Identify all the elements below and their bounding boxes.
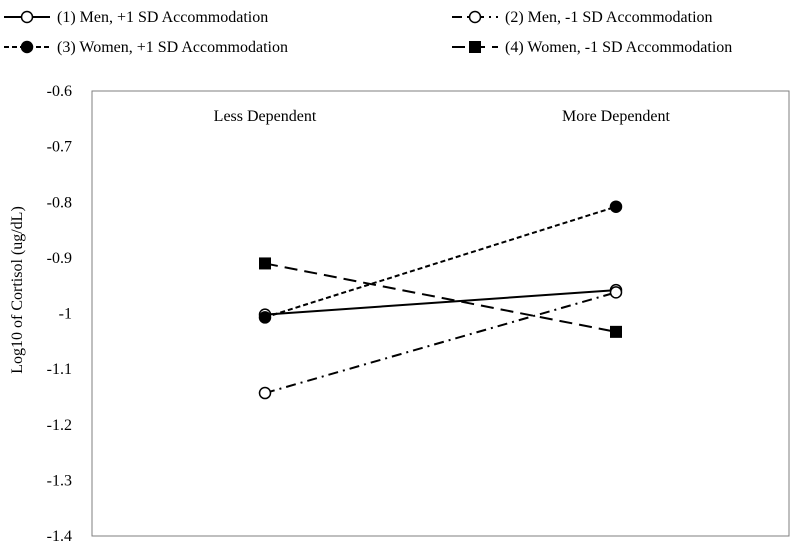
- category-label: More Dependent: [562, 108, 670, 125]
- y-axis-label: Log10 of Cortisol (ug/dL): [9, 206, 26, 374]
- series-line: [265, 290, 616, 314]
- series-line: [265, 263, 616, 331]
- y-tick-label: -0.7: [46, 138, 72, 156]
- legend-label: (2) Men, -1 SD Accommodation: [505, 9, 713, 26]
- legend-label: (1) Men, +1 SD Accommodation: [57, 9, 269, 26]
- y-tick-label: -0.9: [46, 249, 72, 267]
- legend-item: [452, 9, 713, 26]
- y-tick-label: -1.3: [46, 472, 72, 490]
- legend-marker: [22, 12, 33, 23]
- data-point: [611, 326, 622, 337]
- series-markers: [260, 201, 622, 398]
- y-tick-label: -1.2: [46, 416, 72, 434]
- y-tick-label: -0.6: [46, 83, 72, 100]
- y-axis: [47, 83, 72, 545]
- category-labels: [214, 108, 671, 125]
- data-point: [260, 312, 271, 323]
- legend-marker: [470, 12, 481, 23]
- data-point: [611, 287, 622, 298]
- category-label: Less Dependent: [213, 108, 317, 125]
- data-point: [260, 258, 271, 269]
- series-lines: [265, 207, 616, 393]
- legend-marker: [470, 42, 481, 53]
- y-tick-label: -1: [58, 305, 72, 323]
- series-line: [265, 207, 616, 318]
- legend-marker: [22, 42, 33, 53]
- legend-item: [452, 39, 732, 56]
- y-tick-label: -0.8: [46, 194, 72, 212]
- plot-area-frame: [92, 91, 789, 536]
- legend: [4, 9, 732, 56]
- data-point: [611, 201, 622, 212]
- legend-item: [4, 39, 288, 56]
- legend-item: [4, 9, 268, 26]
- y-tick-label: -1.1: [46, 361, 72, 379]
- y-tick-label: -1.4: [46, 528, 72, 545]
- series-line: [265, 292, 616, 393]
- data-point: [260, 388, 271, 399]
- legend-label: (3) Women, +1 SD Accommodation: [57, 39, 288, 56]
- legend-label: (4) Women, -1 SD Accommodation: [505, 39, 733, 56]
